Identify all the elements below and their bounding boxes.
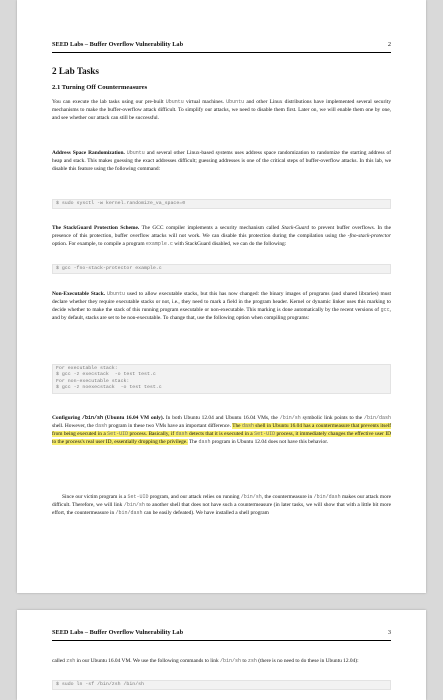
header-rule <box>52 640 391 641</box>
aslr-paragraph: Address Space Randomization. Ubuntu and several other Linux-based systems uses address space randomization to randomize the starting address of heap and stack. This makes guessing the exact addresses difficult; guessing addresses is one of the critical steps of buffer-overflow attacks. In this lab, we disable this feature using the following command: <box>52 150 391 172</box>
nonexec-heading: Non-Executable Stack. <box>52 291 106 297</box>
running-header <box>52 629 391 640</box>
document-page-1 <box>17 0 426 593</box>
header-title: SEED Labs – Buffer Overflow Vulnerability Lab <box>52 629 184 636</box>
binsh-paragraph: Configuring /bin/sh (Ubuntu 16.04 VM only). In both Ubuntu 12.04 and Ubuntu 16.04 VMs, the /bin/sh symbolic link points to the /bin/dash shell. However, the dash program in these two VMs have an important difference. The dash shell in Ubuntu 16.04 has a countermeasure that prevents itself from being executed in a Set-UID process. Basically, if dash detects that it is executed in a Set-UID process, it immediately changes the effective user ID to the process's real user ID, essentially dropping the privilege. The dash program in Ubuntu 12.04 does not have this behavior. <box>52 415 392 445</box>
aslr-heading: Address Space Randomization. <box>52 150 125 156</box>
aslr-command-box <box>52 199 391 209</box>
subsection-title: 2.1 Turning Off Countermeasures <box>52 84 148 91</box>
document-page-2 <box>17 610 426 700</box>
header-rule <box>52 52 391 53</box>
zsh-command: $ sudo ln -sf /bin/zsh /bin/sh <box>56 682 145 687</box>
zsh-paragraph: called zsh in our Ubuntu 16.04 VM. We use the following commands to link /bin/sh to zsh (there is no need to do these in Ubuntu 12.04): <box>52 658 359 664</box>
stackguard-heading: The StackGuard Protection Scheme. <box>52 225 140 231</box>
stackguard-command: $ gcc -fno-stack-protector example.c <box>56 266 162 271</box>
running-header <box>52 41 391 52</box>
cmd-line: For non-executable stack: <box>56 378 130 384</box>
page-number: 2 <box>387 41 391 48</box>
cmd-line: $ gcc -z noexecstack -o test test.c <box>56 385 162 391</box>
intro-paragraph: You can execute the lab tasks using our pre-built Ubuntu virtual machines. Ubuntu and other Linux distributions have implemented several security mechanisms to make the buffer-overflow attack difficult. To simplify our attacks, we need to disable them first. Later on, we will enable them one by one, and see whether our attack can still be successful. <box>52 99 391 121</box>
cmd-line: For executable stack: <box>56 366 118 371</box>
highlighted-text: The dash shell in Ubuntu 16.04 has a countermeasure that prevents itself from being executed in a Set-UID process. Basically, if dash detects that it is executed in a Set-UID process, it immediately changes the effective user ID to the process's real user ID, essentially dropping the privilege. <box>52 422 392 445</box>
nonexec-command-box <box>52 364 391 394</box>
victim-paragraph: Since our victim program is a Set-UID program, and our attack relies on running /bin/sh, the countermeasure in /bin/dash makes our attack more difficult. Therefore, we will link /bin/sh to another shell that does not have such a countermeasure (in later tasks, we will show that with a little bit more effort, the countermeasure in /bin/dash can be easily defeated). We have installed a shell program <box>52 494 392 516</box>
aslr-command: $ sudo sysctl -w kernel.randomize_va_space=0 <box>56 201 186 206</box>
cmd-line: $ gcc -z execstack -o test test.c <box>56 372 156 378</box>
stackguard-command-box <box>52 264 391 274</box>
nonexec-paragraph: Non-Executable Stack. Ubuntu used to allow executable stacks, but this has now changed: the binary images of programs (and shared libraries) must declare whether they require executable stacks or not, i.e., they need to mark a field in the program header. Kernel or dynamic linker uses this marking to decide whether to make the stack of this running program executable or non-executable. This marking is done automatically by the recent versions of gcc, and by default, stacks are set to be non-executable. To change that, use the following option when compiling programs: <box>52 291 391 321</box>
stackguard-paragraph: The StackGuard Protection Scheme. The GCC compiler implements a security mechanism called Stack-Guard to prevent buffer overflows. In the presence of this protection, buffer overflow attacks will not work. We can disable this protection during the compilation using the -fno-stack-protector option. For example, to compile a program example.c with StackGuard disabled, we can do the following: <box>52 225 391 247</box>
binsh-heading: Configuring /bin/sh (Ubuntu 16.04 VM only). <box>52 415 164 421</box>
section-title: 2 Lab Tasks <box>52 66 99 76</box>
zsh-command-box <box>52 680 391 690</box>
header-title: SEED Labs – Buffer Overflow Vulnerability Lab <box>52 41 184 48</box>
page-number: 3 <box>387 629 391 636</box>
